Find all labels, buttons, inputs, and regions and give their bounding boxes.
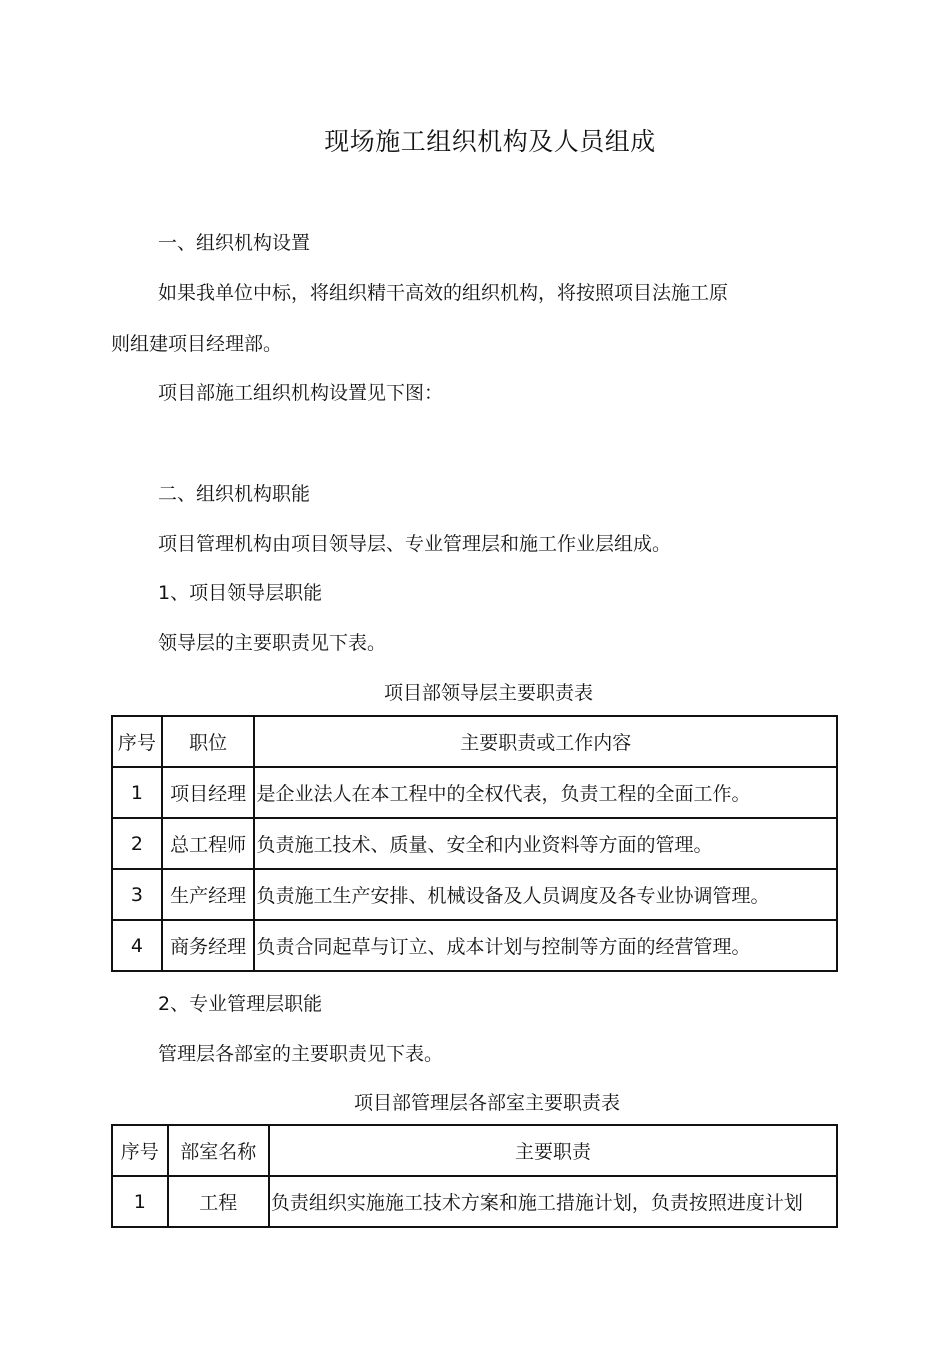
section-1-paragraph-line-1: 如果我单位中标，将组织精干高效的组织机构，将按照项目法施工原 <box>158 282 729 304</box>
department-duties-table <box>111 1124 838 1228</box>
table-cell: 负责合同起草与订立、成本计划与控制等方面的经营管理。 <box>254 920 837 971</box>
section-1-paragraph-line-2: 则组建项目经理部。 <box>111 333 283 355</box>
table-2-caption: 项目部管理层各部室主要职责表 <box>353 1092 620 1114</box>
subsection-1-heading: 1、项目领导层职能 <box>158 582 323 604</box>
table-row <box>112 818 837 869</box>
table-row <box>112 1176 837 1227</box>
subsection-2-heading: 2、专业管理层职能 <box>158 993 323 1015</box>
table-row <box>112 920 837 971</box>
header-cell: 部室名称 <box>168 1125 269 1176</box>
header-cell: 序号 <box>112 716 162 767</box>
table-cell: 1 <box>112 767 162 818</box>
table-row <box>112 767 837 818</box>
table-cell: 负责组织实施施工技术方案和施工措施计划，负责按照进度计划 <box>269 1176 837 1227</box>
table-cell: 生产经理 <box>162 869 255 920</box>
table-cell: 项目经理 <box>162 767 255 818</box>
leadership-duties-table <box>111 715 838 972</box>
header-cell: 职位 <box>162 716 255 767</box>
table-header-row <box>112 716 837 767</box>
section-2-paragraph: 项目管理机构由项目领导层、专业管理层和施工作业层组成。 <box>158 533 672 555</box>
section-2-heading: 二、组织机构职能 <box>158 483 311 505</box>
table-cell: 总工程师 <box>162 818 255 869</box>
header-cell: 序号 <box>112 1125 168 1176</box>
header-cell: 主要职责或工作内容 <box>254 716 837 767</box>
table-cell: 商务经理 <box>162 920 255 971</box>
table-cell: 3 <box>112 869 162 920</box>
table-cell: 工程 <box>168 1176 269 1227</box>
header-cell: 主要职责 <box>269 1125 837 1176</box>
table-cell: 负责施工生产安排、机械设备及人员调度及各专业协调管理。 <box>254 869 837 920</box>
table-cell: 是企业法人在本工程中的全权代表，负责工程的全面工作。 <box>254 767 837 818</box>
subsection-1-paragraph: 领导层的主要职责见下表。 <box>158 632 387 654</box>
subsection-2-paragraph: 管理层各部室的主要职责见下表。 <box>158 1043 444 1065</box>
table-cell: 2 <box>112 818 162 869</box>
table-1-caption: 项目部领导层主要职责表 <box>383 682 593 704</box>
table-cell: 1 <box>112 1176 168 1227</box>
table-cell: 负责施工技术、质量、安全和内业资料等方面的管理。 <box>254 818 837 869</box>
section-1-figure-reference: 项目部施工组织机构设置见下图： <box>158 382 444 404</box>
document-title: 现场施工组织机构及人员组成 <box>324 127 656 156</box>
section-1-heading: 一、组织机构设置 <box>158 232 311 254</box>
table-cell: 4 <box>112 920 162 971</box>
table-row <box>112 869 837 920</box>
table-header-row <box>112 1125 837 1176</box>
